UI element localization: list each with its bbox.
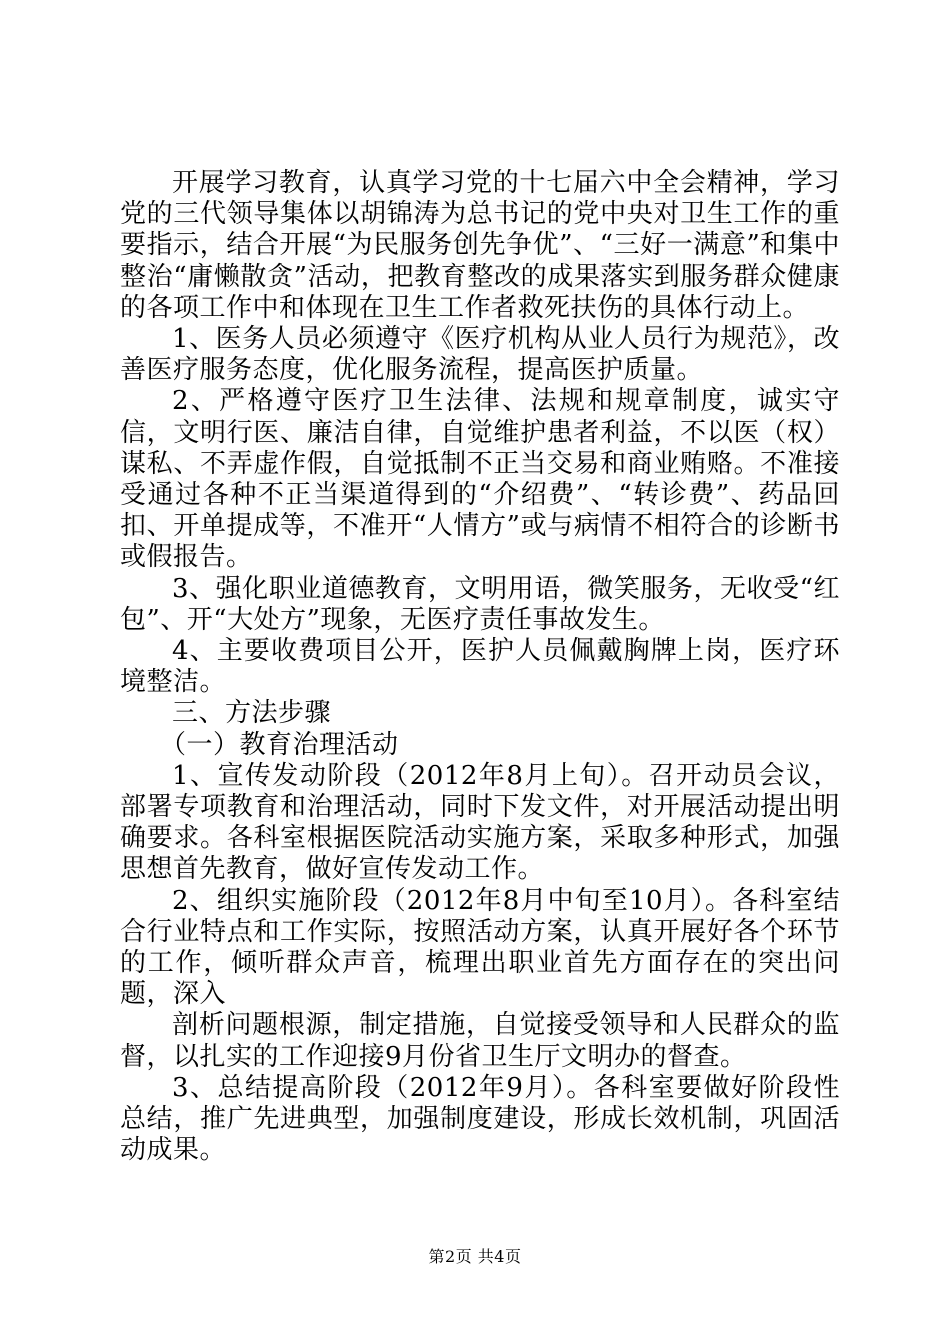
paragraph-item-1-conduct-norms: 1、医务人员必须遵守《医疗机构从业人员行为规范》，改善医疗服务态度，优化服务流程，提高医护质量。 bbox=[120, 324, 840, 386]
paragraph-stage-2-implementation: 2、组织实施阶段（2012年8月中旬至10月）。各科室结合行业特点和工作实际，按照活动方案，认真开展好各个环节的工作，倾听群众声音，梳理出职业首先方面存在的突出问题，深入 bbox=[120, 885, 840, 1010]
document-body bbox=[120, 168, 840, 1167]
paragraph-stage-3-summary: 3、总结提高阶段（2012年9月）。各科室要做好阶段性总结，推广先进典型，加强制度建设，形成长效机制，巩固活动成果。 bbox=[120, 1072, 840, 1166]
paragraph-study-education: 开展学习教育，认真学习党的十七届六中全会精神，学习党的三代领导集体以胡锦涛为总书记的党中央对卫生工作的重要指示，结合开展“为民服务创先争优”、“三好一满意”和集中整治“庸懒散贪”活动，把教育整改的成果落实到服务群众健康的各项工作中和体现在卫生工作者救死扶伤的具体行动上。 bbox=[120, 168, 840, 323]
page-number-footer: 第2页 共4页 bbox=[428, 1247, 522, 1266]
section-heading-methods: 三、方法步骤 bbox=[172, 698, 332, 729]
paragraph-item-4-fees-public: 4、主要收费项目公开，医护人员佩戴胸牌上岗，医疗环境整洁。 bbox=[120, 636, 840, 698]
paragraph-stage-1-mobilization: 1、宣传发动阶段（2012年8月上旬）。召开动员会议，部署专项教育和治理活动，同时下发文件，对开展活动提出明确要求。各科室根据医院活动实施方案，采取多种形式，加强思想首先教育，做好宣传发动工作。 bbox=[120, 760, 840, 885]
subsection-heading-education-activity: （一）教育治理活动 bbox=[160, 729, 399, 760]
paragraph-item-3-ethics: 3、强化职业道德教育，文明用语，微笑服务，无收受“红包”、开“大处方”现象，无医疗责任事故发生。 bbox=[120, 573, 840, 635]
paragraph-item-2-laws: 2、严格遵守医疗卫生法律、法规和规章制度，诚实守信，文明行医、廉洁自律，自觉维护患者利益，不以医（权）谋私、不弄虚作假，自觉抵制不正当交易和商业贿赂。不准接受通过各种不正当渠道得到的“介绍费”、“转诊费”、药品回扣、开单提成等，不准开“人情方”或与病情不相符合的诊断书或假报告。 bbox=[120, 386, 840, 573]
paragraph-stage-2-continued: 剖析问题根源，制定措施，自觉接受领导和人民群众的监督，以扎实的工作迎接9月份省卫生厅文明办的督查。 bbox=[120, 1010, 840, 1072]
